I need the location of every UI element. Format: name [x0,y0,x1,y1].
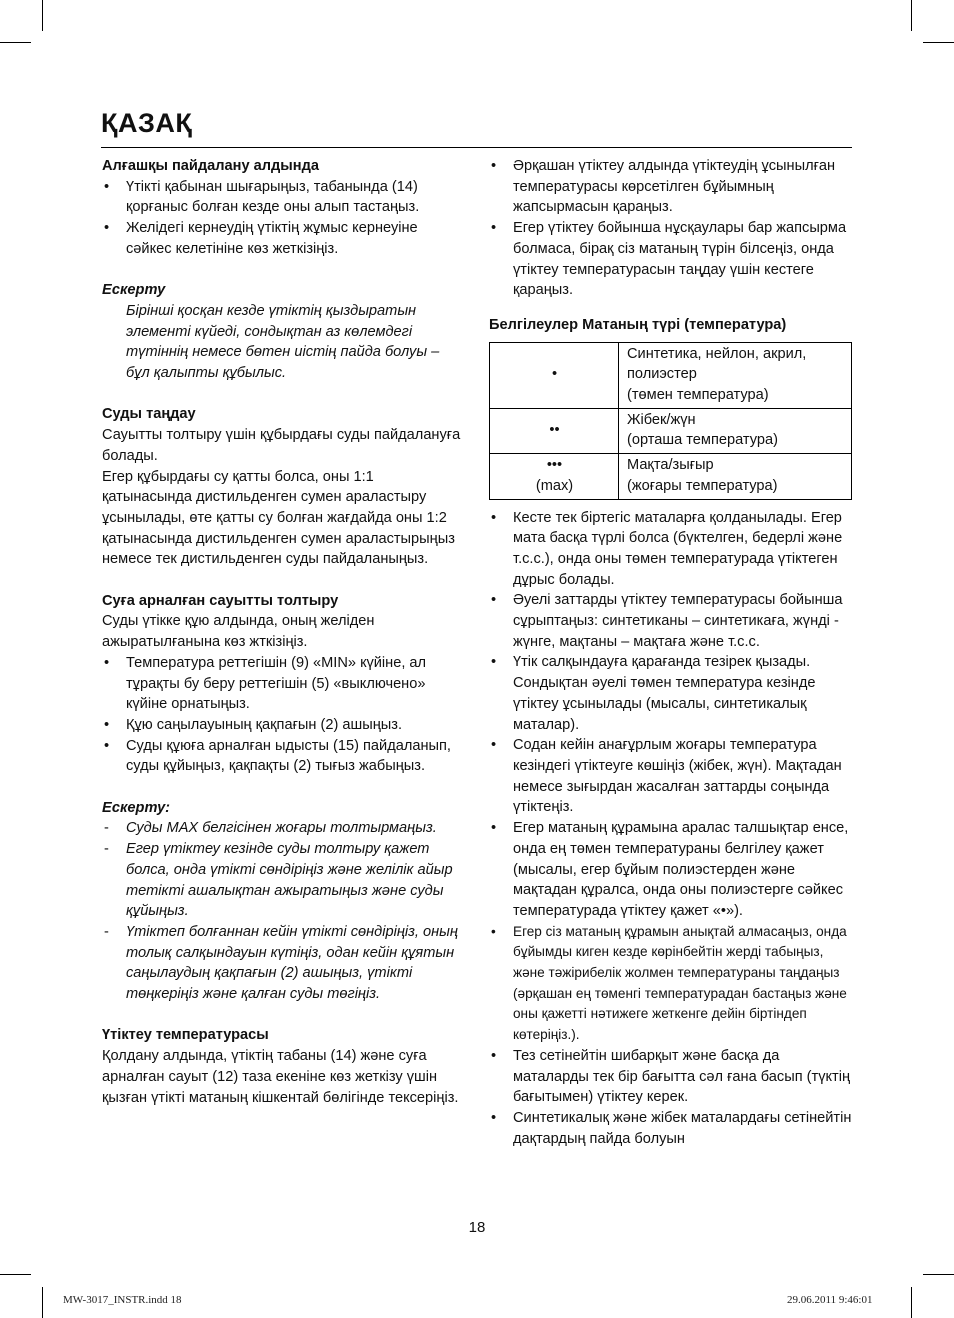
section-heading-ironing-temp: Үтіктеу температурасы [102,1027,269,1044]
list-item: • Үтікті қабынан шығарыңыз, табанында (14) қорғаныс болған кезде оны алып тастаңыз. [102,177,462,218]
symbol-cell [490,408,619,453]
footer-file: MW-3017_INSTR.indd 18 [63,1294,182,1306]
list-item: - Егер үтіктеу кезінде суды толтыру қажет болса, онда үтікті сөндіріңіз және желілік айыр тетікті ашалықтан ажыратыңыз және суды құйыңыз. [102,839,462,922]
fabric-cell: Мақта/зығыр (жоғары температура) [619,454,852,499]
crop-mark [42,1287,43,1318]
table-row [490,408,852,453]
note-heading: Ескерту [102,282,166,299]
first-use-list [102,177,462,260]
table-row [490,454,852,499]
list-item: • Суды құюға арналған ыдысты (15) пайдаланып, суды құйыңыз, қақпақты (2) тығыз жабыңыз. [102,736,462,777]
list-item: - Суды MAX белгісінен жоғары толтырмаңыз. [102,818,462,839]
title-rule [101,147,852,148]
section-heading-water-choice: Суды таңдау [102,406,196,423]
fabric-cell: Синтетика, нейлон, акрил, полиэстер (төмен температура) [619,342,852,408]
list-item: • Егер үтіктеу бойынша нұсқаулары бар жапсырма болмаса, бірақ сіз матаның түрін білсеңіз, онда үтіктеу температурасын таңдау үшін кестеге қараңыз. [489,218,855,301]
page-number: 18 [468,1219,486,1236]
list-item: • Әуелі заттарды үтіктеу температурасы бойынша сұрыптаңыз: синтетиканы – синтетикаға, жүнді - жүнге, мақтаны – мақтаға және т.с.с. [489,590,855,652]
top-list [489,156,855,301]
list-item: • Егер сіз матаның құрамын анықтай алмасаңыз, онда бұйымды киген кезде көрінбейтін жерді табыңыз, және тәжірибелік жолмен температураны таңдаңыз (әрқашан ең төменгі температурадан бастаңыз және оны қажетті нәтижеге жеткенге дейін біртіндеп көтеріңіз.). [489,922,855,1046]
right-column [489,156,855,1149]
bottom-list [489,508,855,1150]
footer-timestamp: 29.06.2011 9:46:01 [787,1294,873,1306]
list-item: - Үтіктеп болғаннан кейін үтікті сөндіріңіз, оның толық салқындауын күтіңіз, одан кейін құятын саңылаудың қақпағын (2) ашыңыз, үтікті төңкеріңіз және қалған суды төгіңіз. [102,922,462,1005]
symbol-cell: ••• (max) [490,454,619,499]
note-list [102,818,462,1004]
list-item: • Синтетикалық және жібек маталардағы сетінейтін дақтардың пайда болуын [489,1108,855,1149]
symbol-cell [490,342,619,408]
list-item: • Егер матаның құрамына аралас талшықтар енсе, онда ең төмен температураны белгілеу қажет (мысалы, егер бұйым полиэстерден және мақтадан құралса, онда оны полиэстерге сәйкес температурада үтіктеу қажет «•»). [489,818,855,922]
list-item: • Кесте тек біртегіс маталарға қолданылады. Егер мата басқа түрлі болса (бүктелген, бедерлі және т.с.с.), онда оны төмен температурада үтіктеген дұрыс болады. [489,508,855,591]
ironing-temp-text: Қолдану алдында, үтіктің табаны (14) және суға арналған сауыт (12) таза екеніне көз жеткізу үшін қызған үтікті матаның кішкентай бөлігінде тексеріңіз. [102,1048,459,1106]
crop-mark [923,42,954,43]
crop-mark [0,1274,31,1275]
filling-list [102,653,462,777]
crop-mark [923,1274,954,1275]
table-row [490,342,852,408]
page-title: ҚАЗАҚ [101,108,193,138]
list-item: • Үтік салқындауға қарағанда тезірек қызады. Сондықтан әуелі төмен температура кезінде үтіктеу ұсынылады (мысалы, синтетикалық маталар). [489,652,855,735]
section-heading-filling: Суға арналған сауытты толтыру [102,592,339,609]
crop-mark [0,42,31,43]
section-heading-first-use: Алғашқы пайдалану алдында [102,158,319,174]
left-column [102,156,462,1108]
note-heading: Ескерту: [102,799,171,816]
water-choice-text: Сауытты толтыру үшін құбырдағы суды пайдалануға болады. Егер құбырдағы су қатты болса, оны 1:1 қатынасында дистильденген сумен араластыру ұсынылады, өте қатты су болған жағдайда оны 1:2 қатынасында дистильденген сумен араластырыңыз немесе тек дистильденген суды пайдаланыңыз. [102,427,461,568]
crop-mark [911,1287,912,1318]
list-item: • Желідегі кернеудің үтіктің жұмыс кернеуіне сәйкес келетініне көз жеткізіңіз. [102,218,462,259]
crop-mark [42,0,43,31]
list-item: • Құю саңылауының қақпағын (2) ашыңыз. [102,715,462,736]
temperature-table [489,342,852,500]
table-heading: Белгілеулер Матаның түрі (температура) [489,316,787,333]
fabric-cell: Жібек/жүн (орташа температура) [619,408,852,453]
dot-symbol: •• [549,422,560,439]
list-item: • Әрқашан үтіктеу алдында үтіктеудің ұсынылған температурасы көрсетілген бұйымның жапсырмасын қараңыз. [489,156,855,218]
dot-symbol: • [551,366,558,383]
crop-mark [911,0,912,31]
note-text: Бірінші қосқан кезде үтіктің қыздыратын элементі күйеді, сондықтан аз көлемдегі түтіннің немесе бөтен иістің пайда болуы – бұл қалыпты құбылыс. [126,302,440,382]
list-item: • Тез сетінейтін шибарқыт және басқа да маталарды тек бір бағытта сәл ғана басып (түктің бағытымен) үтіктеу керек. [489,1046,855,1108]
dot-symbol: ••• [546,457,563,474]
filling-text: Суды үтікке құю алдында, оның желіден ажыратылғанына көз жткізіңіз. [102,613,375,651]
list-item: • Содан кейін анағұрлым жоғары температура кезіндегі үтіктеуге көшіңіз (жібек, жүн). Мақтадан немесе зығырдан жасалған заттарды соңында үтіктеңіз. [489,735,855,818]
list-item: • Температура реттегішін (9) «MIN» күйіне, ал тұрақты бу беру реттегішін (5) «выключено» күйіне орнатыңыз. [102,653,462,715]
